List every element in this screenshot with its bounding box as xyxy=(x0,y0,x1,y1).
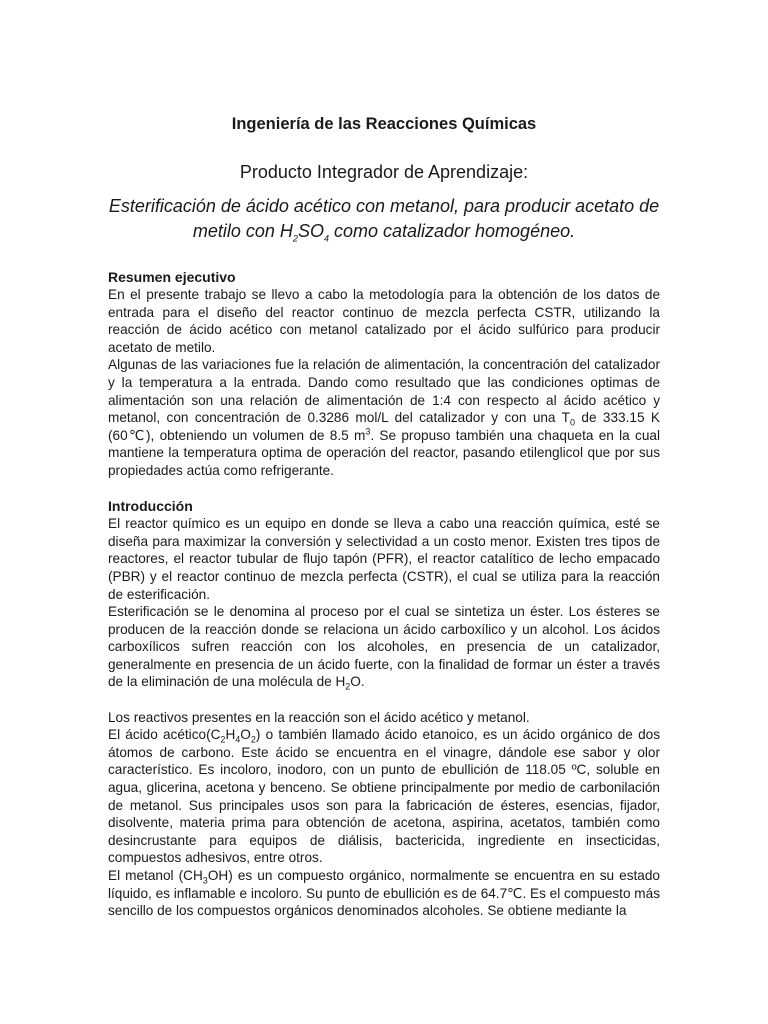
section-heading-resumen: Resumen ejecutivo xyxy=(108,269,236,285)
paragraph-text: ) o también llamado ácido etanoico, es un ácido orgánico de dos átomos de carbono. Este ácido se encuentra en el vinagre, dándole ese sabor y olor característico. Es incoloro, inodoro, con un punto de ebullición de 118.05 ºC, soluble en agua, glicerina, acetona y benceno. Se obtiene principalmente por medio de carbonilación de metanol. Sus principales usos son para la fabricación de ésteres, esencias, fijador, disolvente, materia prima para obtención de acetona, aspirina, acetatos, también como desincrustante para equipos de diálisis, bactericida, ingrediente en insecticidas, compuestos adhesivos, entre otros. xyxy=(108,727,660,866)
section-heading-introduccion: Introducción xyxy=(108,498,193,515)
document-topic xyxy=(90,194,678,244)
subscript: 3 xyxy=(202,875,208,886)
paragraph-text: Algunas de las variaciones fue la relación de alimentación, la concentración del catalizador y la temperatura a la entrada. Dando como resultado que las condiciones optimas de alimentación son una relación de alimentación de 1:4 con respecto al ácido acético y metanol, con concentración de 0.3286 mol/L del catalizador y con una T xyxy=(108,357,660,426)
paragraph-text: El metanol (CH xyxy=(108,868,203,883)
resumen-paragraph-1: En el presente trabajo se llevo a cabo la metodología para la obtención de los datos de entrada para el diseño del reactor continuo de mezcla perfecta CSTR, utilizando la reacción de ácido acético con metanol catalizado por el ácido sulfúrico para producir acetato de metilo. xyxy=(108,287,660,355)
document-subtitle: Producto Integrador de Aprendizaje: xyxy=(239,162,529,182)
paragraph-text: OH) es un compuesto orgánico, normalmente se encuentra en su estado líquido, es inflamable e incoloro. Su punto de ebullición es de 64.7℃. Es el compuesto más sencillo de los compuestos orgánicos denominados alcoholes. Se obtiene mediante la xyxy=(108,868,660,919)
spacer xyxy=(108,691,660,709)
document-title: Ingeniería de las Reacciones Químicas xyxy=(231,115,537,133)
intro-paragraph-5 xyxy=(108,867,660,920)
resumen-paragraph-2 xyxy=(108,356,660,479)
topic-line-1: Esterificación de ácido acético con metanol, para producir acetato de xyxy=(108,196,660,216)
subscript: 2 xyxy=(250,734,256,745)
paragraph-text: O. xyxy=(350,674,365,690)
paragraph-text: Esterificación se le denomina al proceso por el cual se sintetiza un éster. Los ésteres se producen de la reacción donde se relaciona un ácido carboxílico y un alcohol. Los ácidos carboxílicos sufren reacción con los alcoholes, en presencia de un catalizador, generalmente en presencia de un ácido fuerte, con la finalidad de formar un éster a través de la eliminación de una molécula de H xyxy=(108,604,660,690)
paragraph-text: . Se propuso también una chaqueta en la cual mantiene la temperatura optima de operación del reactor, pasando etilenglicol que por sus propiedades actúa como refrigerante. xyxy=(108,427,660,478)
paragraph-text: de 333.15 K (60℃), obteniendo un volumen de 8.5 m xyxy=(108,410,660,443)
paragraph-text: H xyxy=(225,727,236,743)
subscript: 2 xyxy=(345,682,351,693)
topic-line-2 xyxy=(192,221,576,244)
spacer xyxy=(108,480,660,498)
paragraph-text: O xyxy=(240,727,251,743)
intro-paragraph-4 xyxy=(108,726,660,867)
topic-subscript: 2 xyxy=(292,233,298,244)
intro-paragraph-1: El reactor químico es un equipo en donde se lleva a cabo una reacción química, esté se diseña para maximizar la conversión y selectividad a un costo menor. Existen tres tipos de reactores, el reactor tubular de flujo tapón (PFR), el reactor catalítico de lecho empacado (PBR) y el reactor continuo de mezcla perfecta (CSTR), el cual se utiliza para la reacción de esterificación. xyxy=(108,516,660,602)
subscript: 0 xyxy=(569,417,575,428)
superscript: 3 xyxy=(365,426,371,437)
subscript: 2 xyxy=(220,734,226,745)
intro-paragraph-3: Los reactivos presentes en la reacción son el ácido acético y metanol. xyxy=(108,709,530,725)
topic-subscript: 4 xyxy=(323,233,329,244)
document-body xyxy=(108,268,660,920)
topic-text: SO xyxy=(297,221,324,241)
topic-text: metilo con H xyxy=(192,221,293,241)
topic-text: como catalizador homogéneo. xyxy=(328,221,576,241)
subscript: 4 xyxy=(235,734,241,745)
intro-paragraph-2 xyxy=(108,603,660,691)
paragraph-text: El ácido acético(C xyxy=(108,727,221,743)
